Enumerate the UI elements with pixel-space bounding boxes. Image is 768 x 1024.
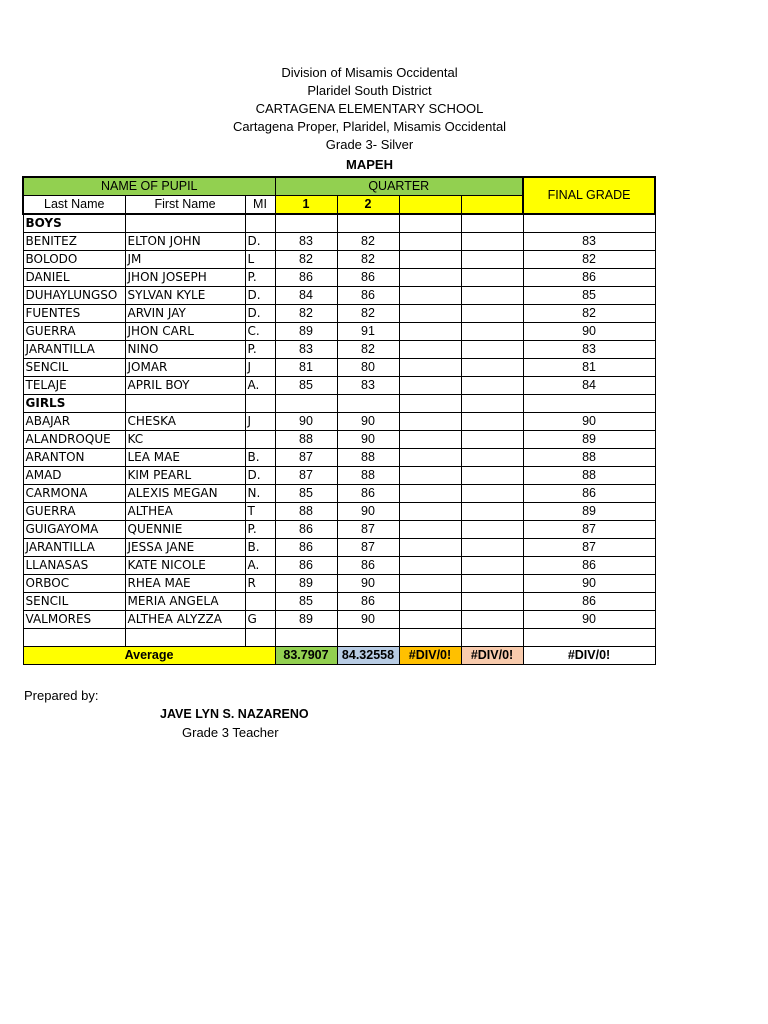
empty-cell — [337, 395, 399, 413]
table-row — [23, 485, 655, 503]
division-title: Division of Misamis Occidental — [281, 65, 458, 80]
quarter-4-grade — [461, 575, 523, 593]
boys-section — [23, 214, 655, 233]
blank-row — [23, 629, 655, 647]
table-row — [23, 521, 655, 539]
quarter-1-grade: 86 — [275, 269, 337, 287]
table-row — [23, 341, 655, 359]
table-row — [23, 539, 655, 557]
empty-cell — [23, 629, 125, 647]
mi-cell: P. — [245, 269, 275, 287]
first-name-cell: ELTON JOHN — [125, 233, 245, 251]
first-name-cell: ALTHEA ALYZZA — [125, 611, 245, 629]
quarter-2-grade: 82 — [337, 233, 399, 251]
first-name-cell: JESSA JANE — [125, 539, 245, 557]
table-row — [23, 431, 655, 449]
table-row — [23, 593, 655, 611]
last-name-cell: ABAJAR — [23, 413, 125, 431]
mi-cell: D. — [245, 305, 275, 323]
quarter-3-grade — [399, 539, 461, 557]
quarter-2-grade: 90 — [337, 413, 399, 431]
empty-cell — [399, 214, 461, 233]
mi-cell: B. — [245, 449, 275, 467]
quarter-1-grade: 89 — [275, 611, 337, 629]
quarter-1-grade: 86 — [275, 557, 337, 575]
final-grade-cell: 90 — [523, 413, 655, 431]
quarter-4-header — [461, 196, 523, 215]
empty-cell — [125, 395, 245, 413]
quarter-3-grade — [399, 323, 461, 341]
first-name-cell: JHON JOSEPH — [125, 269, 245, 287]
girls-section — [23, 395, 655, 413]
average-row — [23, 647, 655, 665]
quarter-4-grade — [461, 377, 523, 395]
average-quarter-3: #DIV/0! — [399, 647, 461, 665]
quarter-header: QUARTER — [275, 177, 523, 196]
mi-cell: A. — [245, 377, 275, 395]
mi-header: MI — [245, 196, 275, 215]
table-row — [23, 503, 655, 521]
quarter-3-grade — [399, 269, 461, 287]
first-name-header: First Name — [125, 196, 245, 215]
last-name-cell: AMAD — [23, 467, 125, 485]
empty-cell — [275, 214, 337, 233]
quarter-4-grade — [461, 503, 523, 521]
empty-cell — [399, 629, 461, 647]
final-grade-cell: 89 — [523, 431, 655, 449]
empty-cell — [523, 395, 655, 413]
final-grade-cell: 90 — [523, 323, 655, 341]
table-row — [23, 359, 655, 377]
quarter-1-grade: 81 — [275, 359, 337, 377]
first-name-cell: KC — [125, 431, 245, 449]
final-grade-cell: 86 — [523, 485, 655, 503]
table-row — [23, 557, 655, 575]
first-name-cell: ALTHEA — [125, 503, 245, 521]
last-name-cell: BENITEZ — [23, 233, 125, 251]
last-name-cell: DANIEL — [23, 269, 125, 287]
table-row — [23, 413, 655, 431]
quarter-4-grade — [461, 593, 523, 611]
final-grade-cell: 88 — [523, 449, 655, 467]
final-grade-cell: 90 — [523, 611, 655, 629]
mi-cell: B. — [245, 539, 275, 557]
last-name-cell: JARANTILLA — [23, 539, 125, 557]
first-name-cell: ARVIN JAY — [125, 305, 245, 323]
last-name-cell: TELAJE — [23, 377, 125, 395]
quarter-3-grade — [399, 557, 461, 575]
quarter-3-grade — [399, 359, 461, 377]
mi-cell: G — [245, 611, 275, 629]
final-grade-header: FINAL GRADE — [523, 177, 655, 214]
first-name-cell: RHEA MAE — [125, 575, 245, 593]
first-name-cell: ALEXIS MEGAN — [125, 485, 245, 503]
final-grade-cell: 83 — [523, 233, 655, 251]
final-grade-cell: 83 — [523, 341, 655, 359]
quarter-2-grade: 88 — [337, 449, 399, 467]
quarter-4-grade — [461, 611, 523, 629]
mi-cell: J — [245, 359, 275, 377]
last-name-cell: LLANASAS — [23, 557, 125, 575]
quarter-3-grade — [399, 431, 461, 449]
quarter-3-grade — [399, 305, 461, 323]
mi-cell: J — [245, 413, 275, 431]
quarter-4-grade — [461, 287, 523, 305]
quarter-1-grade: 82 — [275, 251, 337, 269]
empty-cell — [275, 395, 337, 413]
first-name-cell: QUENNIE — [125, 521, 245, 539]
quarter-2-grade: 86 — [337, 593, 399, 611]
quarter-4-grade — [461, 413, 523, 431]
teacher-name: JAVE LYN S. NAZARENO — [160, 707, 309, 721]
name-of-pupil-header: NAME OF PUPIL — [23, 177, 275, 196]
average-label: Average — [23, 647, 275, 665]
table-row — [23, 449, 655, 467]
first-name-cell: KATE NICOLE — [125, 557, 245, 575]
table-row — [23, 575, 655, 593]
grade-section: Grade 3- Silver — [325, 137, 414, 152]
quarter-2-grade: 90 — [337, 431, 399, 449]
quarter-3-grade — [399, 251, 461, 269]
first-name-cell: NINO — [125, 341, 245, 359]
last-name-cell: GUERRA — [23, 323, 125, 341]
quarter-4-grade — [461, 269, 523, 287]
first-name-cell: JOMAR — [125, 359, 245, 377]
first-name-cell: SYLVAN KYLE — [125, 287, 245, 305]
quarter-4-grade — [461, 341, 523, 359]
quarter-1-grade: 87 — [275, 449, 337, 467]
teacher-position: Grade 3 Teacher — [182, 725, 279, 740]
empty-cell — [523, 629, 655, 647]
table-row — [23, 287, 655, 305]
table-row — [23, 305, 655, 323]
table-row — [23, 467, 655, 485]
quarter-3-grade — [399, 377, 461, 395]
mi-cell: C. — [245, 323, 275, 341]
quarter-3-grade — [399, 449, 461, 467]
quarter-2-grade: 86 — [337, 269, 399, 287]
last-name-cell: CARMONA — [23, 485, 125, 503]
last-name-header: Last Name — [23, 196, 125, 215]
last-name-cell: ARANTON — [23, 449, 125, 467]
table-row — [23, 269, 655, 287]
girls-section-label: GIRLS — [23, 395, 125, 413]
quarter-1-grade: 86 — [275, 539, 337, 557]
quarter-2-grade: 86 — [337, 287, 399, 305]
empty-cell — [337, 629, 399, 647]
empty-cell — [125, 629, 245, 647]
last-name-cell: DUHAYLUNGSO — [23, 287, 125, 305]
quarter-1-grade: 84 — [275, 287, 337, 305]
empty-cell — [461, 395, 523, 413]
first-name-cell: LEA MAE — [125, 449, 245, 467]
empty-cell — [125, 214, 245, 233]
quarter-2-grade: 86 — [337, 557, 399, 575]
quarter-2-grade: 80 — [337, 359, 399, 377]
quarter-2-grade: 82 — [337, 305, 399, 323]
mi-cell: N. — [245, 485, 275, 503]
table-row — [23, 233, 655, 251]
empty-cell — [461, 629, 523, 647]
final-grade-cell: 88 — [523, 467, 655, 485]
final-grade-cell: 86 — [523, 593, 655, 611]
quarter-3-grade — [399, 341, 461, 359]
last-name-cell: GUIGAYOMA — [23, 521, 125, 539]
mi-cell: D. — [245, 287, 275, 305]
final-grade-cell: 87 — [523, 521, 655, 539]
quarter-1-grade: 85 — [275, 377, 337, 395]
quarter-2-grade: 82 — [337, 251, 399, 269]
quarter-4-grade — [461, 521, 523, 539]
quarter-2-grade: 86 — [337, 485, 399, 503]
school-title: CARTAGENA ELEMENTARY SCHOOL — [255, 101, 484, 116]
quarter-1-grade: 89 — [275, 575, 337, 593]
final-grade-cell: 81 — [523, 359, 655, 377]
final-grade-cell: 87 — [523, 539, 655, 557]
mi-cell: D. — [245, 467, 275, 485]
mi-cell: P. — [245, 521, 275, 539]
empty-cell — [523, 214, 655, 233]
quarter-2-grade: 83 — [337, 377, 399, 395]
quarter-1-grade: 83 — [275, 341, 337, 359]
quarter-4-grade — [461, 233, 523, 251]
quarter-4-grade — [461, 449, 523, 467]
average-quarter-1: 83.7907 — [275, 647, 337, 665]
quarter-3-grade — [399, 593, 461, 611]
quarter-2-header: 2 — [337, 196, 399, 215]
mi-cell: A. — [245, 557, 275, 575]
table-row — [23, 611, 655, 629]
quarter-2-grade: 91 — [337, 323, 399, 341]
quarter-1-grade: 87 — [275, 467, 337, 485]
final-grade-cell: 82 — [523, 251, 655, 269]
quarter-1-grade: 86 — [275, 521, 337, 539]
quarter-2-grade: 88 — [337, 467, 399, 485]
table-row — [23, 377, 655, 395]
empty-cell — [399, 395, 461, 413]
empty-cell — [245, 629, 275, 647]
quarter-1-grade: 88 — [275, 503, 337, 521]
mi-cell — [245, 431, 275, 449]
first-name-cell: APRIL BOY — [125, 377, 245, 395]
quarter-4-grade — [461, 539, 523, 557]
quarter-2-grade: 90 — [337, 503, 399, 521]
final-grade-cell: 84 — [523, 377, 655, 395]
grades-table — [22, 176, 656, 665]
last-name-cell: FUENTES — [23, 305, 125, 323]
quarter-2-grade: 90 — [337, 611, 399, 629]
quarter-2-grade: 87 — [337, 521, 399, 539]
quarter-1-header: 1 — [275, 196, 337, 215]
first-name-cell: MERIA ANGELA — [125, 593, 245, 611]
quarter-2-grade: 82 — [337, 341, 399, 359]
quarter-3-grade — [399, 467, 461, 485]
prepared-by-label: Prepared by: — [24, 688, 99, 703]
last-name-cell: ALANDROQUE — [23, 431, 125, 449]
quarter-4-grade — [461, 305, 523, 323]
average-quarter-2: 84.32558 — [337, 647, 399, 665]
quarter-3-grade — [399, 575, 461, 593]
quarter-2-grade: 87 — [337, 539, 399, 557]
quarter-2-grade: 90 — [337, 575, 399, 593]
quarter-3-grade — [399, 413, 461, 431]
quarter-3-grade — [399, 287, 461, 305]
quarter-4-grade — [461, 431, 523, 449]
last-name-cell: SENCIL — [23, 593, 125, 611]
quarter-1-grade: 89 — [275, 323, 337, 341]
quarter-4-grade — [461, 251, 523, 269]
quarter-3-grade — [399, 521, 461, 539]
average-final-grade: #DIV/0! — [523, 647, 655, 665]
quarter-1-grade: 82 — [275, 305, 337, 323]
quarter-1-grade: 85 — [275, 593, 337, 611]
final-grade-cell: 86 — [523, 557, 655, 575]
last-name-cell: BOLODO — [23, 251, 125, 269]
final-grade-cell: 85 — [523, 287, 655, 305]
mi-cell: R — [245, 575, 275, 593]
quarter-1-grade: 85 — [275, 485, 337, 503]
first-name-cell: CHESKA — [125, 413, 245, 431]
table-header-row-1 — [23, 177, 655, 196]
quarter-4-grade — [461, 323, 523, 341]
last-name-cell: SENCIL — [23, 359, 125, 377]
empty-cell — [461, 214, 523, 233]
mi-cell: T — [245, 503, 275, 521]
mi-cell: D. — [245, 233, 275, 251]
document-header — [0, 64, 739, 174]
quarter-3-grade — [399, 233, 461, 251]
table-row — [23, 323, 655, 341]
quarter-3-grade — [399, 611, 461, 629]
quarter-4-grade — [461, 359, 523, 377]
final-grade-cell: 82 — [523, 305, 655, 323]
mi-cell: L — [245, 251, 275, 269]
quarter-1-grade: 83 — [275, 233, 337, 251]
quarter-4-grade — [461, 557, 523, 575]
district-title: Plaridel South District — [307, 83, 432, 98]
quarter-1-grade: 90 — [275, 413, 337, 431]
quarter-4-grade — [461, 467, 523, 485]
first-name-cell: JHON CARL — [125, 323, 245, 341]
first-name-cell: JM — [125, 251, 245, 269]
empty-cell — [275, 629, 337, 647]
last-name-cell: JARANTILLA — [23, 341, 125, 359]
last-name-cell: GUERRA — [23, 503, 125, 521]
last-name-cell: VALMORES — [23, 611, 125, 629]
quarter-3-header — [399, 196, 461, 215]
mi-cell — [245, 593, 275, 611]
average-quarter-4: #DIV/0! — [461, 647, 523, 665]
quarter-3-grade — [399, 503, 461, 521]
last-name-cell: ORBOC — [23, 575, 125, 593]
subject-title: MAPEH — [346, 157, 393, 172]
quarter-1-grade: 88 — [275, 431, 337, 449]
mi-cell: P. — [245, 341, 275, 359]
school-address: Cartagena Proper, Plaridel, Misamis Occidental — [232, 119, 507, 134]
table-row — [23, 251, 655, 269]
empty-cell — [245, 395, 275, 413]
first-name-cell: KIM PEARL — [125, 467, 245, 485]
final-grade-cell: 90 — [523, 575, 655, 593]
final-grade-cell: 86 — [523, 269, 655, 287]
final-grade-cell: 89 — [523, 503, 655, 521]
boys-section-label: BOYS — [23, 214, 125, 233]
empty-cell — [245, 214, 275, 233]
quarter-3-grade — [399, 485, 461, 503]
quarter-4-grade — [461, 485, 523, 503]
empty-cell — [337, 214, 399, 233]
